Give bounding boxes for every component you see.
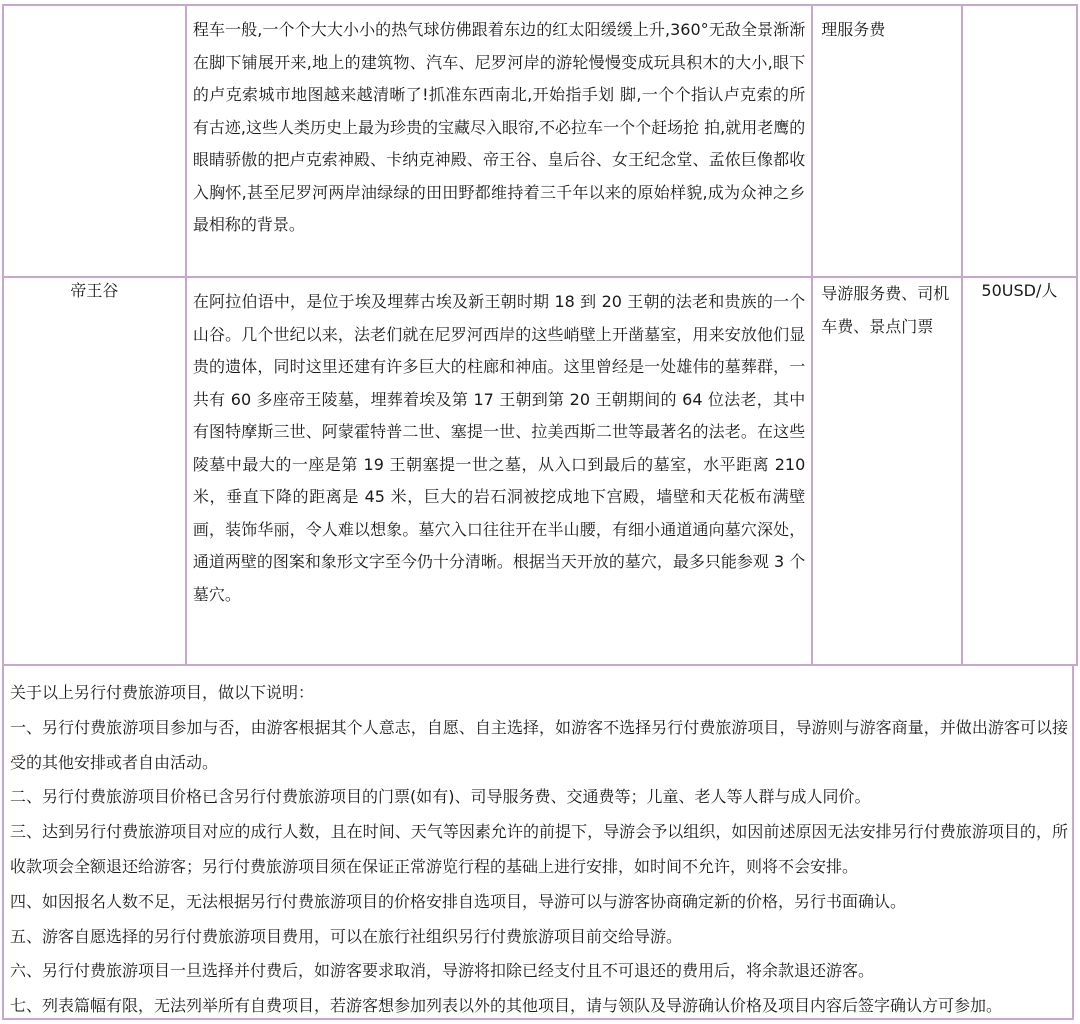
table-row [3, 5, 1077, 277]
tour-price-cell [962, 277, 1077, 665]
tour-price-cell [962, 5, 1077, 277]
table-row [3, 277, 1077, 665]
notes-item: 一、另行付费旅游项目参加与否，由游客根据其个人意志，自愿、自主选择，如游客不选择另行付费旅游项目，导游则与游客商量，并做出游客可以接受的其他安排或者自由活动。 [10, 717, 1068, 772]
tour-description-cell [186, 5, 812, 277]
tour-name-cell [3, 277, 186, 665]
tour-name: 帝王谷 [70, 281, 119, 300]
notes-item: 五、游客自愿选择的另行付费旅游项目费用，可以在旅行社组织另行付费旅游项目前交给导游。 [10, 926, 683, 946]
tour-fee-items: 理服务费 [821, 20, 886, 39]
tour-price: 50USD/人 [981, 281, 1058, 300]
notes-intro: 关于以上另行付费旅游项目，做以下说明： [10, 683, 315, 702]
tour-description: 程车一般,一个个大大小小的热气球仿佛跟着东边的红太阳缓缓上升,360°无敌全景渐渐在脚下铺展开来,地上的建筑物、汽车、尼罗河岸的游轮慢慢变成玩具积木的大小,眼下的卢克索城市地图越来越清晰了!抓准东西南北,开始指手划 脚,一个个指认卢克索的所有古迹,这些人类历史上最为珍贵的宝藏尽入眼帘,不必拉车一个个赶场抢 拍,就用老鹰的眼睛骄傲的把卢克索神殿、卡纳克神殿、帝王谷、皇后谷、女王纪念堂、孟侬巨像都收入胸怀,甚至尼罗河两岸油绿绿的田田野都维持着三千年以来的原始样貌,成为众神之乡最相称的背景。 [192, 20, 806, 234]
tour-fee-items-cell [812, 5, 962, 277]
notes-item: 三、达到另行付费旅游项目对应的成行人数，且在时间、天气等因素允许的前提下，导游会予以组织，如因前述原因无法安排另行付费旅游项目的，所收款项会全额退还给游客；另行付费旅游项目须在保证正常游览行程的基础上进行安排，如时间不允许，则将不会安排。 [10, 822, 1068, 876]
notes-item: 七、列表篇幅有限，无法列举所有自费项目，若游客想参加列表以外的其他项目，请与领队及导游确认价格及项目内容后签字确认方可参加。 [10, 996, 1003, 1016]
tour-name-cell [3, 5, 186, 277]
tour-description: 在阿拉伯语中，是位于埃及埋葬古埃及新王朝时期 18 到 20 王朝的法老和贵族的一个山谷。几个世纪以来，法老们就在尼罗河西岸的这些峭壁上开凿墓室，用来安放他们显贵的遗体，同时这里还建有许多巨大的柱廊和神庙。这里曾经是一处雄伟的墓葬群，一共有 60 多座帝王陵墓，埋葬着埃及第 17 王朝到第 20 王朝期间的 64 位法老，其中有图特摩斯三世、阿蒙霍特普二世、塞提一世、拉美西斯二世等最著名的法老。在这些陵墓中最大的一座是第 19 王朝塞提一世之墓，从入口到最后的墓室，水平距离 210 米，垂直下降的距离是 45 米，巨大的岩石洞被挖成地下宫殿，墙壁和天花板布满壁画，装饰华丽，令人难以想象。墓穴入口往往开在半山腰，有细小通道通向墓穴深处，通道两壁的图案和象形文字至今仍十分清晰。根据当天开放的墓穴，最多只能参观 3 个墓穴。 [192, 292, 806, 604]
tour-description-cell [186, 277, 812, 665]
notes-item: 六、另行付费旅游项目一旦选择并付费后，如游客要求取消，导游将扣除已经支付且不可退还的费用后，将余款退还游客。 [10, 961, 875, 981]
optional-tours-table [2, 4, 1078, 666]
tour-fee-items: 导游服务费、司机车费、景点门票 [821, 284, 950, 336]
notes-item: 二、另行付费旅游项目价格已含另行付费旅游项目的门票(如有)、司导服务费、交通费等；儿童、老人等人群与成人同价。 [10, 787, 871, 807]
notes-item: 四、如因报名人数不足，无法根据另行付费旅游项目的价格安排自选项目，导游可以与游客协商确定新的价格，另行书面确认。 [10, 891, 907, 911]
notes-section [2, 664, 1074, 1020]
tour-fee-items-cell [812, 277, 962, 665]
